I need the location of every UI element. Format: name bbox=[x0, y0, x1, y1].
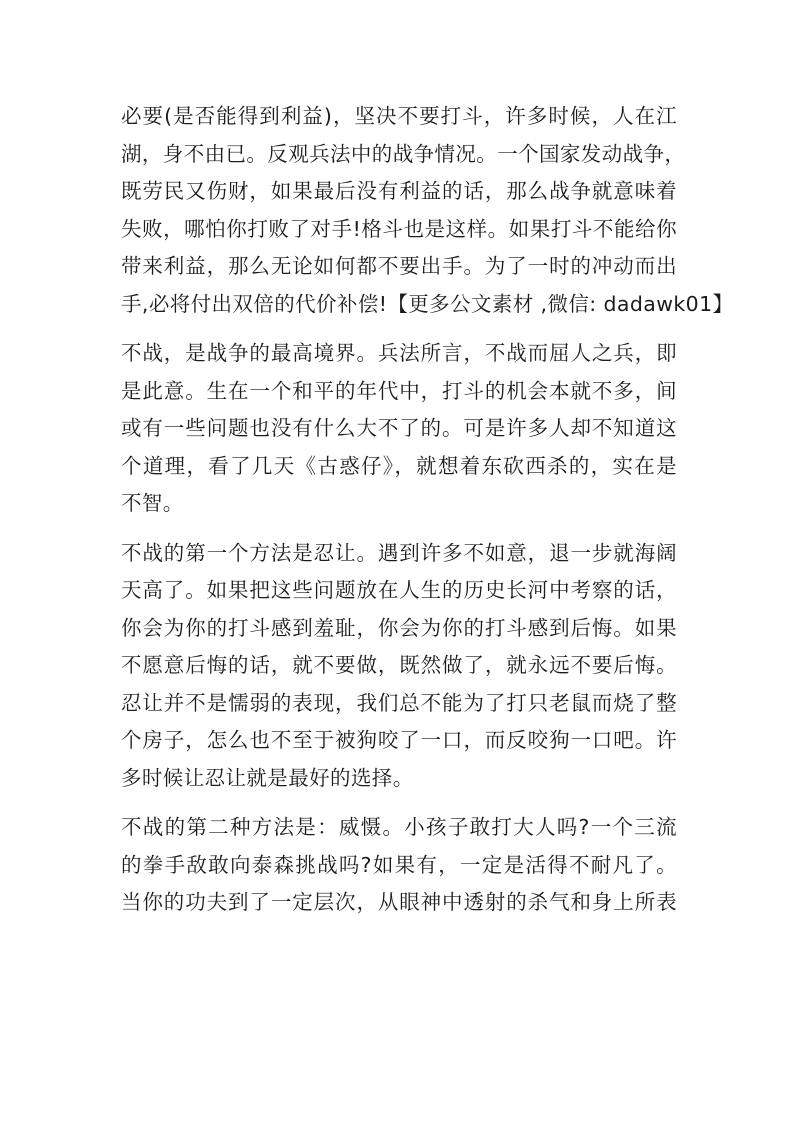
paragraph-1 bbox=[121, 98, 734, 323]
text-line: 不智。 bbox=[121, 491, 184, 515]
text-line: 你会为你的打斗感到羞耻，你会为你的打斗感到后悔。如果 bbox=[121, 615, 677, 640]
text-line: 天高了。如果把这些问题放在人生的历史长河中考察的话， bbox=[121, 578, 677, 602]
text-line: 个房子，怎么也不至于被狗咬了一口，而反咬狗一口吧。许 bbox=[121, 728, 677, 752]
text-line: 或有一些问题也没有什么大不了的。可是许多人却不知道这 bbox=[121, 416, 677, 440]
text-line: 当你的功夫到了一定层次，从眼神中透射的杀气和身上所表 bbox=[121, 890, 677, 914]
text-line: 个道理，看了几天《古惑仔》，就想着东砍西杀的，实在是 bbox=[121, 453, 677, 478]
paragraph-3 bbox=[121, 535, 677, 798]
text-line: 的拳手敌敢向泰森挑战吗?如果有，一定是活得不耐凡了。 bbox=[121, 852, 677, 877]
text-line: 手,必将付出双倍的代价补偿!【更多公文素材 ,微信: dadawk01】 bbox=[121, 291, 734, 316]
text-line: 是此意。生在一个和平的年代中，打斗的机会本就不多，间 bbox=[121, 378, 677, 403]
text-line: 不战的第一个方法是忍让。遇到许多不如意，退一步就海阔 bbox=[121, 540, 677, 565]
text-line: 不战，是战争的最高境界。兵法所言，不战而屈人之兵，即 bbox=[121, 341, 677, 365]
paragraph-2 bbox=[121, 335, 677, 523]
text-line: 不愿意后悔的话，就不要做，既然做了，就永远不要后悔。 bbox=[121, 653, 677, 677]
paragraph-4 bbox=[121, 809, 677, 922]
text-line: 失败，哪怕你打败了对手!格斗也是这样。如果打斗不能给你 bbox=[121, 216, 677, 241]
text-line: 不战的第二种方法是：威慑。小孩子敢打大人吗?一个三流 bbox=[121, 815, 677, 839]
text-line: 带来利益，那么无论如何都不要出手。为了一时的冲动而出 bbox=[121, 254, 677, 278]
text-line: 既劳民又伤财，如果最后没有利益的话，那么战争就意味着 bbox=[121, 179, 677, 203]
text-line: 必要(是否能得到利益)，坚决不要打斗，许多时候，人在江 bbox=[121, 104, 677, 128]
document-body bbox=[121, 98, 734, 934]
text-line: 湖，身不由已。反观兵法中的战争情况。一个国家发动战争， bbox=[121, 141, 686, 166]
text-line: 多时候让忍让就是最好的选择。 bbox=[121, 765, 414, 790]
text-line: 忍让并不是懦弱的表现，我们总不能为了打只老鼠而烧了整 bbox=[121, 690, 677, 715]
